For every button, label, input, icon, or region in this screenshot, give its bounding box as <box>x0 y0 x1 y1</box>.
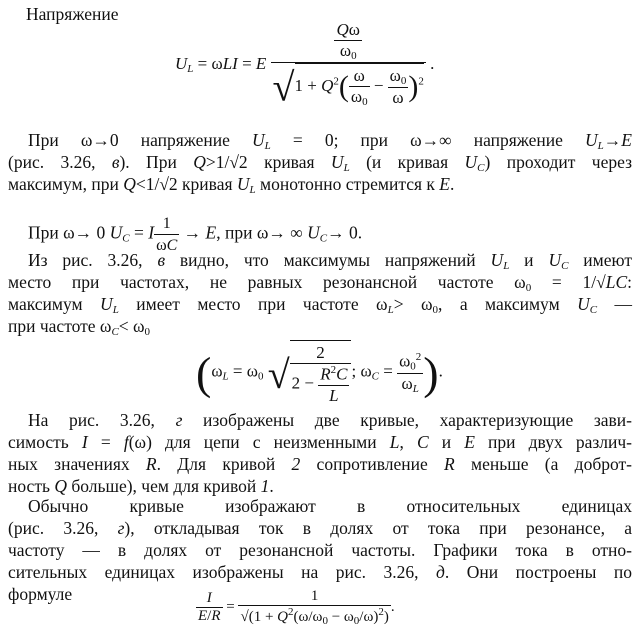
formula-uc: При ω→ 0 $U_C = I$ $\frac{1}{\omega C}$ → E, при ω→ ∞ $U_C\to 0$. <box>28 215 363 254</box>
paragraph2-line1: Из рис. 3.26, в видно, что максимумы напряжений $U_L$ и $U_C$ имеют <box>28 250 632 272</box>
paragraph4-line4: сительных единицах изображены на рис. 3.26, д. Они построены по <box>8 562 632 582</box>
paragraph3-line4: ность Q больше), чем для кривой 1. <box>8 476 274 496</box>
paragraph3-line1: На рис. 3.26, г изображены две кривые, характеризующие зави- <box>28 410 632 430</box>
paragraph1-line1: При ω→0 напряжение $U_L = 0$; при ω→∞ напряжение $U_L\to E$ <box>28 130 632 152</box>
formula-final: $\frac{I}{E/R}$ = $\frac{1}{√(1 + Q^2(\omega/\omega_0 - \omega_0/\omega)^2)}$ . <box>198 588 395 627</box>
paragraph2-line2: место при частотах, не равных резонансной частоте $\omega_0 = 1/√LC$: <box>8 272 633 294</box>
formula-omega: ($\omega_L = \omega_0$ √ 2 2 − $\frac{R^2C}{L}$ ; $\omega_C$ = $\frac{\omega_0^2}{\omega_L}$ ). <box>196 340 443 406</box>
paragraph1-line2: (рис. 3.26, в). При Q>1/√2 кривая $U_L$ (и кривая $U_C$) проходит через <box>8 152 632 174</box>
paragraph3-line3: ных значениях R. Для кривой 2 сопротивление R меньше (а доброт- <box>8 454 632 474</box>
heading: Напряжение <box>26 4 119 24</box>
paragraph4-line2: (рис. 3.26, г), откладывая ток в долях от тока при резонансе, а <box>8 518 632 538</box>
paragraph4-line5: формуле <box>8 584 73 604</box>
paragraph4-line3: частоту — в долях от резонансной частоты. Графики тока в отно- <box>8 540 632 560</box>
formula-ul: $U_L = \omega LI = E$ $\frac{Q\omega}{\omega_0}$ $√1 + Q^2$( $\frac{\omega}{\omega_0}$ − $\frac{\omega_0}{\omega}$ )$^2$ . <box>175 20 435 110</box>
paragraph3-line2: симость I = f(ω) для цепи с неизменными L, C и E при двух различ- <box>8 432 632 452</box>
paragraph2-line3: максимум $U_L$ имеет место при частоте $\omega_L> \omega_0$, а максимум $U_C$ — <box>8 294 633 316</box>
paragraph4-line1: Обычно кривые изображают в относительных единицах <box>28 496 632 516</box>
paragraph2-line4: при частоте $\omega_C< \omega_0$ <box>8 316 151 338</box>
fraction-ul: $\frac{Q\omega}{\omega_0}$ $√1 + Q^2$( $\frac{\omega}{\omega_0}$ − $\frac{\omega_0}{\omega}$ )$^2$ <box>272 20 424 110</box>
paragraph1-line3: максимум, при Q<1/√2 кривая $U_L$ монотонно стремится к E. <box>8 174 455 196</box>
